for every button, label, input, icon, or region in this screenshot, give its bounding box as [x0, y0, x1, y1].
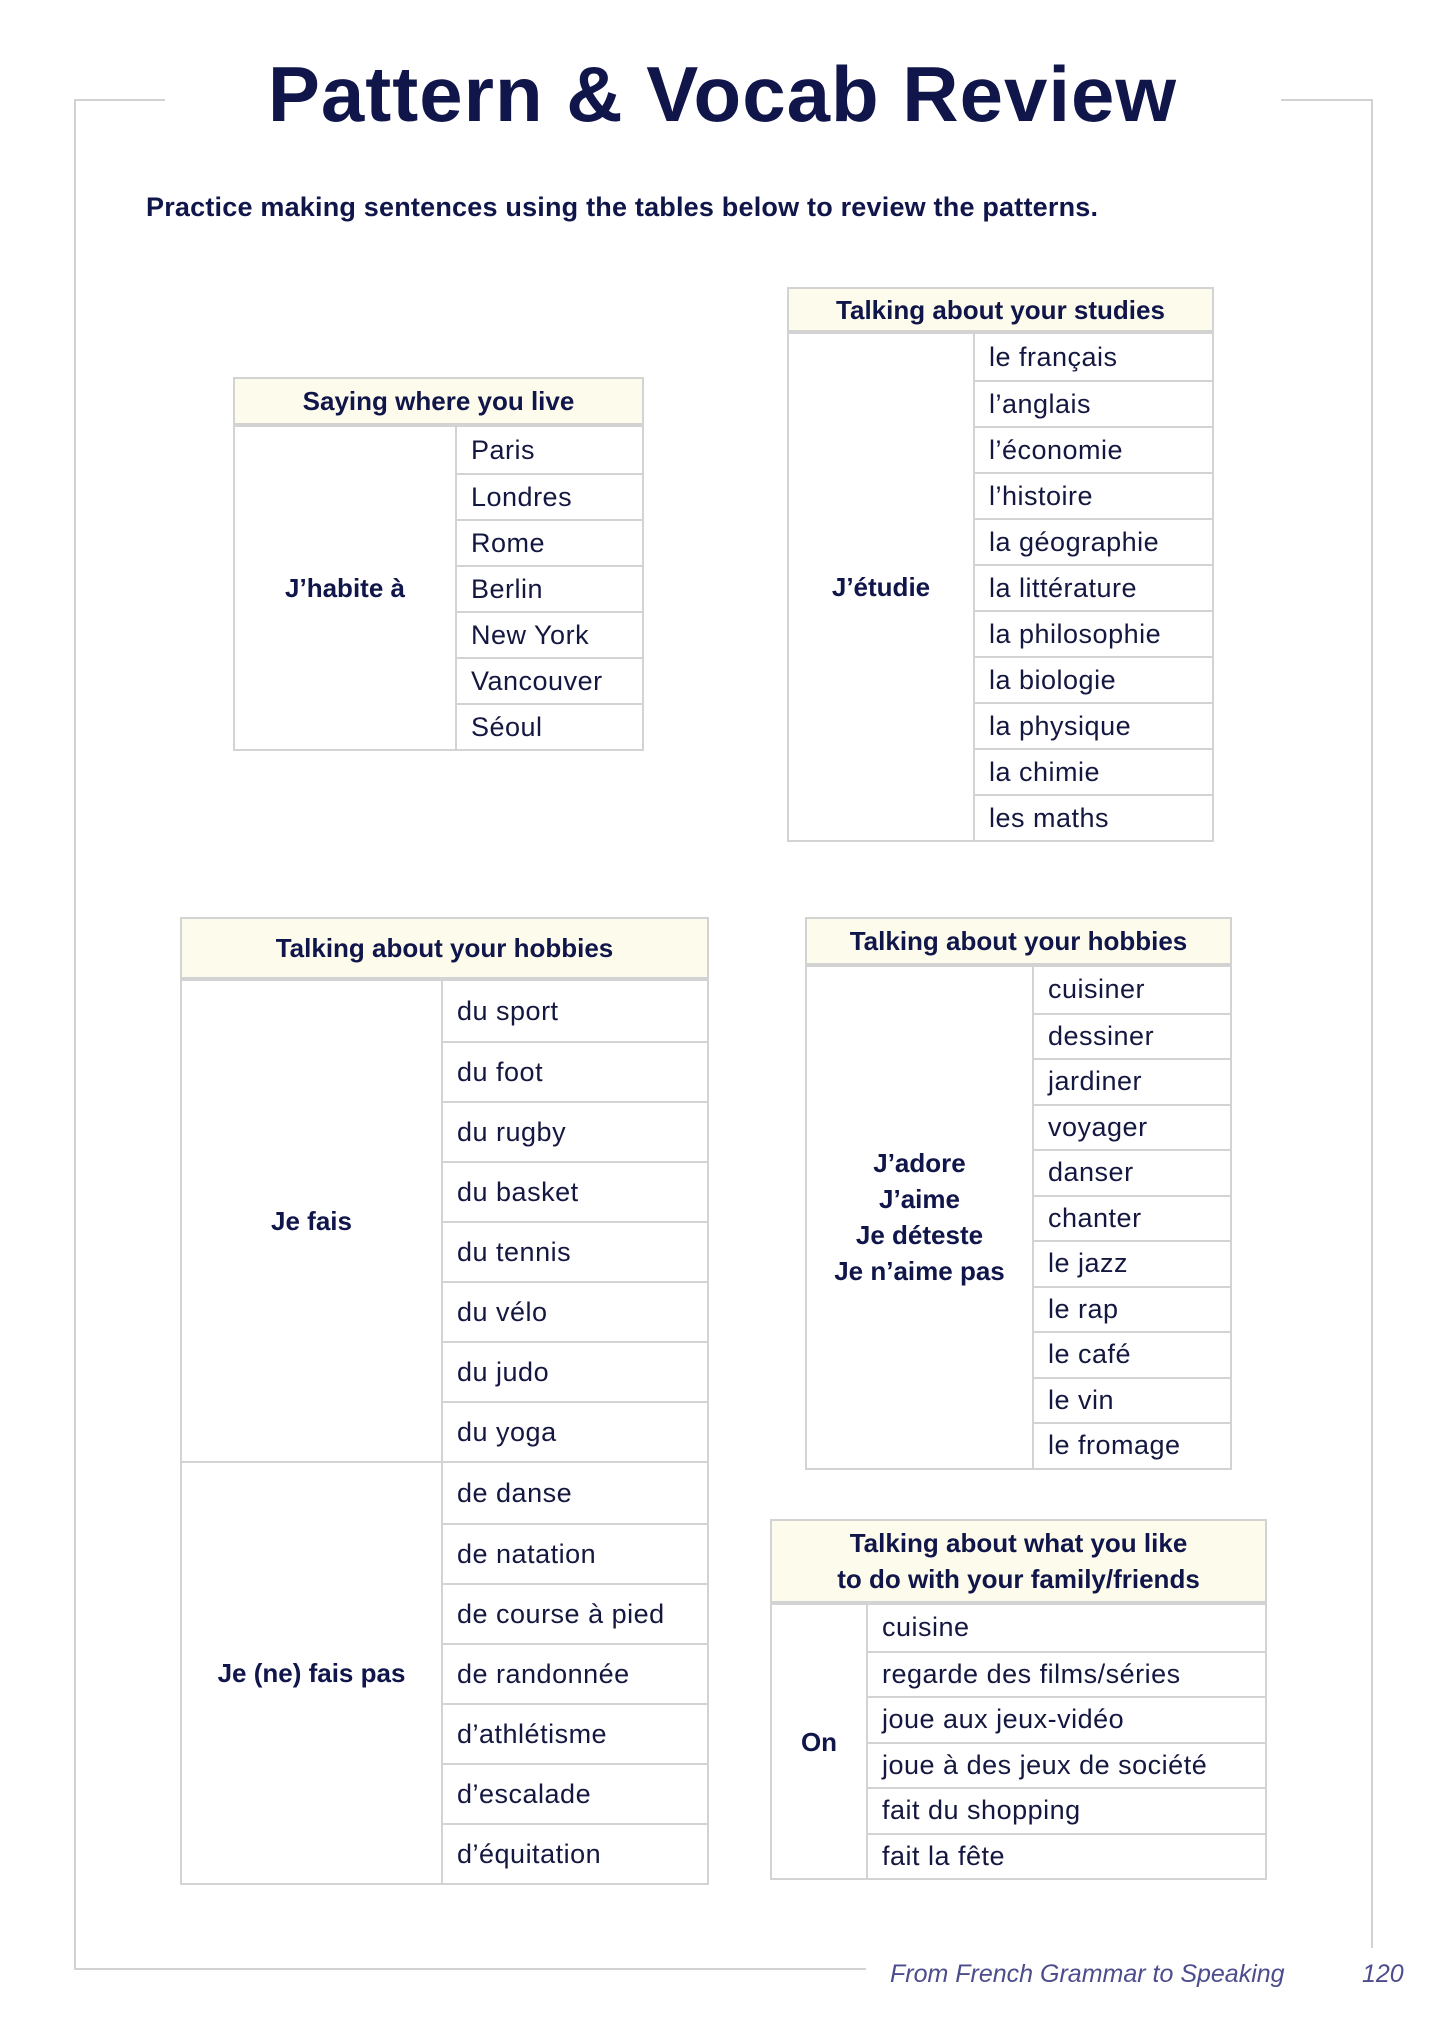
- table-header: [772, 1521, 1265, 1603]
- table-group: [772, 1603, 1265, 1878]
- stem-cell: [182, 1463, 443, 1883]
- table-header: Talking about your studies: [789, 289, 1212, 332]
- option-cell: le fromage: [1034, 1422, 1230, 1468]
- options-column: [443, 981, 707, 1461]
- option-cell: l’histoire: [975, 472, 1212, 518]
- option-cell: fait la fête: [868, 1833, 1265, 1879]
- option-cell: du foot: [443, 1041, 707, 1101]
- stem-cell: [235, 427, 457, 749]
- table-studies: [787, 287, 1214, 842]
- option-cell: New York: [457, 611, 642, 657]
- frame-bottom: [74, 1968, 866, 1970]
- option-cell: jardiner: [1034, 1058, 1230, 1104]
- option-cell: du basket: [443, 1161, 707, 1221]
- table-hobbies-faire: [180, 917, 709, 1885]
- option-cell: voyager: [1034, 1104, 1230, 1150]
- option-cell: de randonnée: [443, 1643, 707, 1703]
- table-header: Talking about your hobbies: [182, 919, 707, 979]
- footer-book-title: From French Grammar to Speaking: [890, 1960, 1285, 1988]
- option-cell: d’athlétisme: [443, 1703, 707, 1763]
- option-cell: dessiner: [1034, 1013, 1230, 1059]
- stem-label: J’étudie: [831, 572, 931, 602]
- option-cell: chanter: [1034, 1195, 1230, 1241]
- frame-right: [1371, 99, 1373, 1948]
- options-column: [457, 427, 642, 749]
- option-cell: le rap: [1034, 1286, 1230, 1332]
- option-cell: du rugby: [443, 1101, 707, 1161]
- stem-label: J’habite à: [285, 573, 405, 603]
- option-cell: le café: [1034, 1331, 1230, 1377]
- option-cell: de danse: [457, 1477, 573, 1508]
- option-cell: Londres: [457, 473, 642, 519]
- option-cell: d’escalade: [443, 1763, 707, 1823]
- options-column: [868, 1605, 1265, 1878]
- stem-cell: [807, 967, 1034, 1468]
- option-cell: Vancouver: [457, 657, 642, 703]
- stem-label: On: [800, 1726, 838, 1757]
- option-cell: la biologie: [975, 656, 1212, 702]
- option-cell: du sport: [457, 995, 559, 1026]
- option-cell: joue aux jeux-vidéo: [868, 1696, 1265, 1742]
- option-cell: regarde des films/séries: [868, 1651, 1265, 1697]
- instructions: Practice making sentences using the tables below to review the patterns.: [146, 192, 1099, 222]
- option-cell: fait du shopping: [868, 1787, 1265, 1833]
- options-column: [975, 334, 1212, 840]
- table-group: [182, 979, 707, 1461]
- option-cell: joue à des jeux de société: [868, 1742, 1265, 1788]
- table-header-line: Talking about what you like: [849, 1528, 1188, 1558]
- option-cell: cuisiner: [1048, 974, 1146, 1005]
- options-column: [443, 1463, 707, 1883]
- option-cell: cuisine: [882, 1612, 970, 1643]
- page-title: Pattern & Vocab Review: [267, 50, 1178, 138]
- option-cell: du vélo: [443, 1281, 707, 1341]
- option-cell: le jazz: [1034, 1240, 1230, 1286]
- stem-label: Je fais: [271, 1206, 352, 1236]
- table-header: Talking about your hobbies: [807, 919, 1230, 965]
- stem-cell: [789, 334, 975, 840]
- table-group: [789, 332, 1212, 840]
- option-cell: du yoga: [443, 1401, 707, 1461]
- option-cell: Berlin: [457, 565, 642, 611]
- stem-label: J’aime: [879, 1184, 960, 1215]
- option-cell: la philosophie: [975, 610, 1212, 656]
- option-cell: l’anglais: [975, 380, 1212, 426]
- stem-label: J’adore: [873, 1148, 966, 1179]
- option-cell: de natation: [443, 1523, 707, 1583]
- option-cell: la physique: [975, 702, 1212, 748]
- option-cell: Paris: [471, 434, 536, 465]
- option-cell: le français: [989, 341, 1118, 372]
- table-hobbies-opinions: [805, 917, 1232, 1470]
- table-group: [807, 965, 1230, 1468]
- table-where-you-live: [233, 377, 644, 751]
- stem-cell: [182, 981, 443, 1461]
- option-cell: les maths: [975, 794, 1212, 840]
- option-cell: Rome: [457, 519, 642, 565]
- table-family-friends: [770, 1519, 1267, 1880]
- option-cell: la littérature: [975, 564, 1212, 610]
- table-header-line: to do with your family/friends: [837, 1564, 1200, 1594]
- frame-left: [74, 99, 76, 1970]
- option-cell: la géographie: [975, 518, 1212, 564]
- stem-label: Je déteste: [855, 1220, 984, 1251]
- option-cell: de course à pied: [443, 1583, 707, 1643]
- table-group: [235, 425, 642, 749]
- option-cell: du tennis: [443, 1221, 707, 1281]
- option-cell: du judo: [443, 1341, 707, 1401]
- stem-cell: [772, 1605, 868, 1878]
- option-cell: la chimie: [975, 748, 1212, 794]
- stem-label: Je (ne) fais pas: [217, 1658, 406, 1688]
- table-group: [182, 1461, 707, 1883]
- page-number: 120: [1362, 1960, 1404, 1988]
- option-cell: danser: [1034, 1149, 1230, 1195]
- options-column: [1034, 967, 1230, 1468]
- stem-label: Je n’aime pas: [834, 1256, 1005, 1287]
- option-cell: d’équitation: [443, 1823, 707, 1883]
- table-header: Saying where you live: [235, 379, 642, 425]
- option-cell: l’économie: [975, 426, 1212, 472]
- option-cell: Séoul: [457, 703, 642, 749]
- option-cell: le vin: [1034, 1377, 1230, 1423]
